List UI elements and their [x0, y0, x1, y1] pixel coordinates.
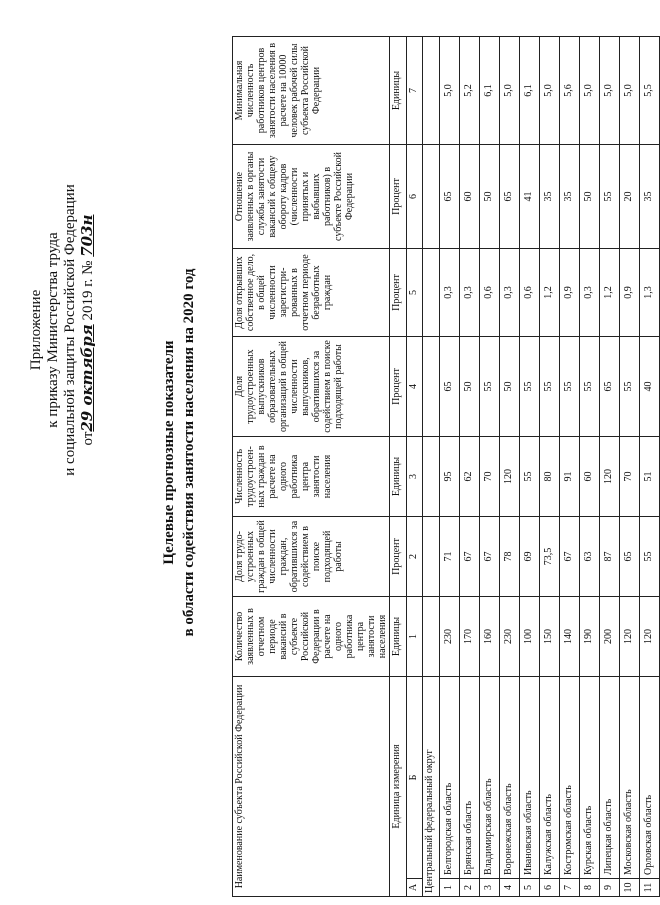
value-cell: 5,2: [460, 37, 480, 145]
header-col-2: Доля трудо-устроенных граждан в общей численности граждан, обратившихся за содействием в поиске подходящей работы: [233, 517, 390, 597]
value-cell: 50: [580, 145, 600, 249]
row-number: 11: [640, 879, 660, 897]
region-name: Калужская область: [540, 677, 560, 879]
region-name: Костромская область: [560, 677, 580, 879]
value-cell: 69: [520, 517, 540, 597]
value-cell: 0,9: [620, 249, 640, 337]
col-number: 6: [407, 145, 423, 249]
col-number: 5: [407, 249, 423, 337]
unit-cell: Процент: [390, 249, 407, 337]
region-name: Белгородская область: [440, 677, 460, 879]
value-cell: 0,3: [500, 249, 520, 337]
col-number: 7: [407, 37, 423, 145]
value-cell: 0,9: [560, 249, 580, 337]
value-cell: 55: [600, 145, 620, 249]
table-row: [540, 37, 560, 897]
table-row: [440, 37, 460, 897]
table-row: [480, 37, 500, 897]
value-cell: 120: [640, 597, 660, 677]
order-ministry-line: к приказу Министерства труда: [45, 232, 61, 428]
value-cell: 55: [520, 337, 540, 437]
document-subtitle: в области содействия занятости населения на 2020 год: [181, 268, 197, 637]
date-prefix: от: [80, 431, 96, 446]
value-cell: 0,3: [460, 249, 480, 337]
value-cell: 40: [640, 337, 660, 437]
value-cell: 87: [600, 517, 620, 597]
value-cell: 65: [500, 145, 520, 249]
document-title: Целевые прогнозные показатели: [161, 340, 177, 565]
region-name: Липецкая область: [600, 677, 620, 879]
value-cell: 60: [580, 437, 600, 517]
header-col-5: Доля открывших собственное дело, в общей численности зарегистри-рованных в отчетном периоде безработных граждан: [233, 249, 390, 337]
value-cell: 55: [640, 517, 660, 597]
value-cell: 70: [620, 437, 640, 517]
value-cell: 0,6: [480, 249, 500, 337]
region-name: Брянская область: [460, 677, 480, 879]
handwritten-date: 29 октября: [78, 324, 96, 432]
table-body: [440, 37, 660, 897]
value-cell: 35: [540, 145, 560, 249]
value-cell: 0,6: [520, 249, 540, 337]
value-cell: 190: [580, 597, 600, 677]
value-cell: 5,0: [600, 37, 620, 145]
value-cell: 62: [460, 437, 480, 517]
table-row: [560, 37, 580, 897]
value-cell: 78: [500, 517, 520, 597]
value-cell: 20: [620, 145, 640, 249]
header-col-4: Доля трудоустроенных выпускников образовательных организаций в общей численности выпускников, обратившихся за содействием в поиске подходящей работы: [233, 337, 390, 437]
value-cell: 5,5: [640, 37, 660, 145]
value-cell: 160: [480, 597, 500, 677]
value-cell: 95: [440, 437, 460, 517]
value-cell: 50: [480, 145, 500, 249]
value-cell: 63: [580, 517, 600, 597]
value-cell: 51: [640, 437, 660, 517]
row-number: 8: [580, 879, 600, 897]
table-row: [580, 37, 600, 897]
row-number: 10: [620, 879, 640, 897]
row-number: 4: [500, 879, 520, 897]
value-cell: 230: [440, 597, 460, 677]
header-col-3: Численность трудоустроен-ных граждан в расчете на одного работника центра занятости населения: [233, 437, 390, 517]
column-numbers-row: [407, 37, 423, 897]
value-cell: 73,5: [540, 517, 560, 597]
handwritten-order-number: 703н: [78, 214, 96, 257]
region-name: Владимирская область: [480, 677, 500, 879]
value-cell: 65: [440, 337, 460, 437]
value-cell: 50: [460, 337, 480, 437]
region-name: Орловская область: [640, 677, 660, 879]
value-cell: 91: [560, 437, 580, 517]
value-cell: 67: [480, 517, 500, 597]
value-cell: 67: [560, 517, 580, 597]
order-date-line: [79, 150, 97, 510]
value-cell: 0,3: [580, 249, 600, 337]
col-number: Б: [407, 677, 423, 879]
value-cell: 55: [480, 337, 500, 437]
value-cell: 1,2: [600, 249, 620, 337]
value-cell: 1,2: [540, 249, 560, 337]
col-number: 3: [407, 437, 423, 517]
value-cell: 60: [460, 145, 480, 249]
value-cell: 120: [500, 437, 520, 517]
value-cell: 5,0: [440, 37, 460, 145]
row-number: 9: [600, 879, 620, 897]
region-name: Московская область: [620, 677, 640, 879]
value-cell: 35: [560, 145, 580, 249]
value-cell: 55: [580, 337, 600, 437]
value-cell: 65: [600, 337, 620, 437]
col-number: А: [407, 879, 423, 897]
table-row: [520, 37, 540, 897]
value-cell: 200: [600, 597, 620, 677]
region-name: Курская область: [580, 677, 600, 879]
header-col-7: Минимальная численность работников центров занятости населения в расчете на 10000 человек рабочей силы субъекта Российской Федерации: [233, 37, 390, 145]
row-number: 5: [520, 879, 540, 897]
value-cell: 70: [480, 437, 500, 517]
value-cell: 5,6: [560, 37, 580, 145]
header-col-1: Количество заявленных в отчетном периоде вакансий в субъекте Российской Федерации в расчете на одного работника центра занятости населения: [233, 597, 390, 677]
value-cell: 5,0: [580, 37, 600, 145]
value-cell: 5,0: [620, 37, 640, 145]
value-cell: 55: [520, 437, 540, 517]
region-name: Ивановская область: [520, 677, 540, 879]
value-cell: 5,0: [500, 37, 520, 145]
row-number: 2: [460, 879, 480, 897]
value-cell: 50: [500, 337, 520, 437]
table-header-row: [233, 37, 390, 897]
header-region-name: Наименование субъекта Российской Федерации: [233, 677, 390, 897]
unit-cell: Единицы: [390, 597, 407, 677]
value-cell: 140: [560, 597, 580, 677]
district-name: Центральный федеральный округ: [423, 677, 440, 897]
value-cell: 120: [600, 437, 620, 517]
unit-cell: Процент: [390, 517, 407, 597]
table-row: [620, 37, 640, 897]
header-col-6: Отношение заявленных в органы службы занятости вакансий к общему обороту кадров (численности принятых и выбывших работников) в субъекте Российской Федерации: [233, 145, 390, 249]
col-number: 1: [407, 597, 423, 677]
order-ministry-line-2: и социальной защиты Российской Федерации: [62, 184, 78, 476]
table-row: [640, 37, 660, 897]
indicators-table: [232, 36, 660, 897]
value-cell: 100: [520, 597, 540, 677]
value-cell: 65: [620, 517, 640, 597]
district-row: [423, 37, 440, 897]
region-name: Воронежская область: [500, 677, 520, 879]
value-cell: 55: [620, 337, 640, 437]
unit-cell: Процент: [390, 145, 407, 249]
value-cell: 6,1: [480, 37, 500, 145]
value-cell: 6,1: [520, 37, 540, 145]
appendix-label: Приложение: [28, 289, 44, 371]
row-number: 1: [440, 879, 460, 897]
value-cell: 41: [520, 145, 540, 249]
unit-cell: Процент: [390, 337, 407, 437]
value-cell: 67: [460, 517, 480, 597]
value-cell: 150: [540, 597, 560, 677]
value-cell: 0,3: [440, 249, 460, 337]
value-cell: 71: [440, 517, 460, 597]
value-cell: 5,0: [540, 37, 560, 145]
value-cell: 65: [440, 145, 460, 249]
value-cell: 170: [460, 597, 480, 677]
value-cell: 55: [560, 337, 580, 437]
row-number: 3: [480, 879, 500, 897]
col-number: 4: [407, 337, 423, 437]
value-cell: 1,3: [640, 249, 660, 337]
value-cell: 120: [620, 597, 640, 677]
date-year: 2019 г. №: [80, 260, 96, 321]
row-number: 6: [540, 879, 560, 897]
order-header: [28, 150, 97, 510]
value-cell: 55: [540, 337, 560, 437]
value-cell: 35: [640, 145, 660, 249]
col-number: 2: [407, 517, 423, 597]
table-row: [460, 37, 480, 897]
units-label: Единица измерения: [390, 677, 407, 897]
row-number: 7: [560, 879, 580, 897]
unit-cell: Единицы: [390, 437, 407, 517]
unit-cell: Единицы: [390, 37, 407, 145]
table-row: [500, 37, 520, 897]
table-row: [600, 37, 620, 897]
units-row: [390, 37, 407, 897]
value-cell: 80: [540, 437, 560, 517]
value-cell: 230: [500, 597, 520, 677]
